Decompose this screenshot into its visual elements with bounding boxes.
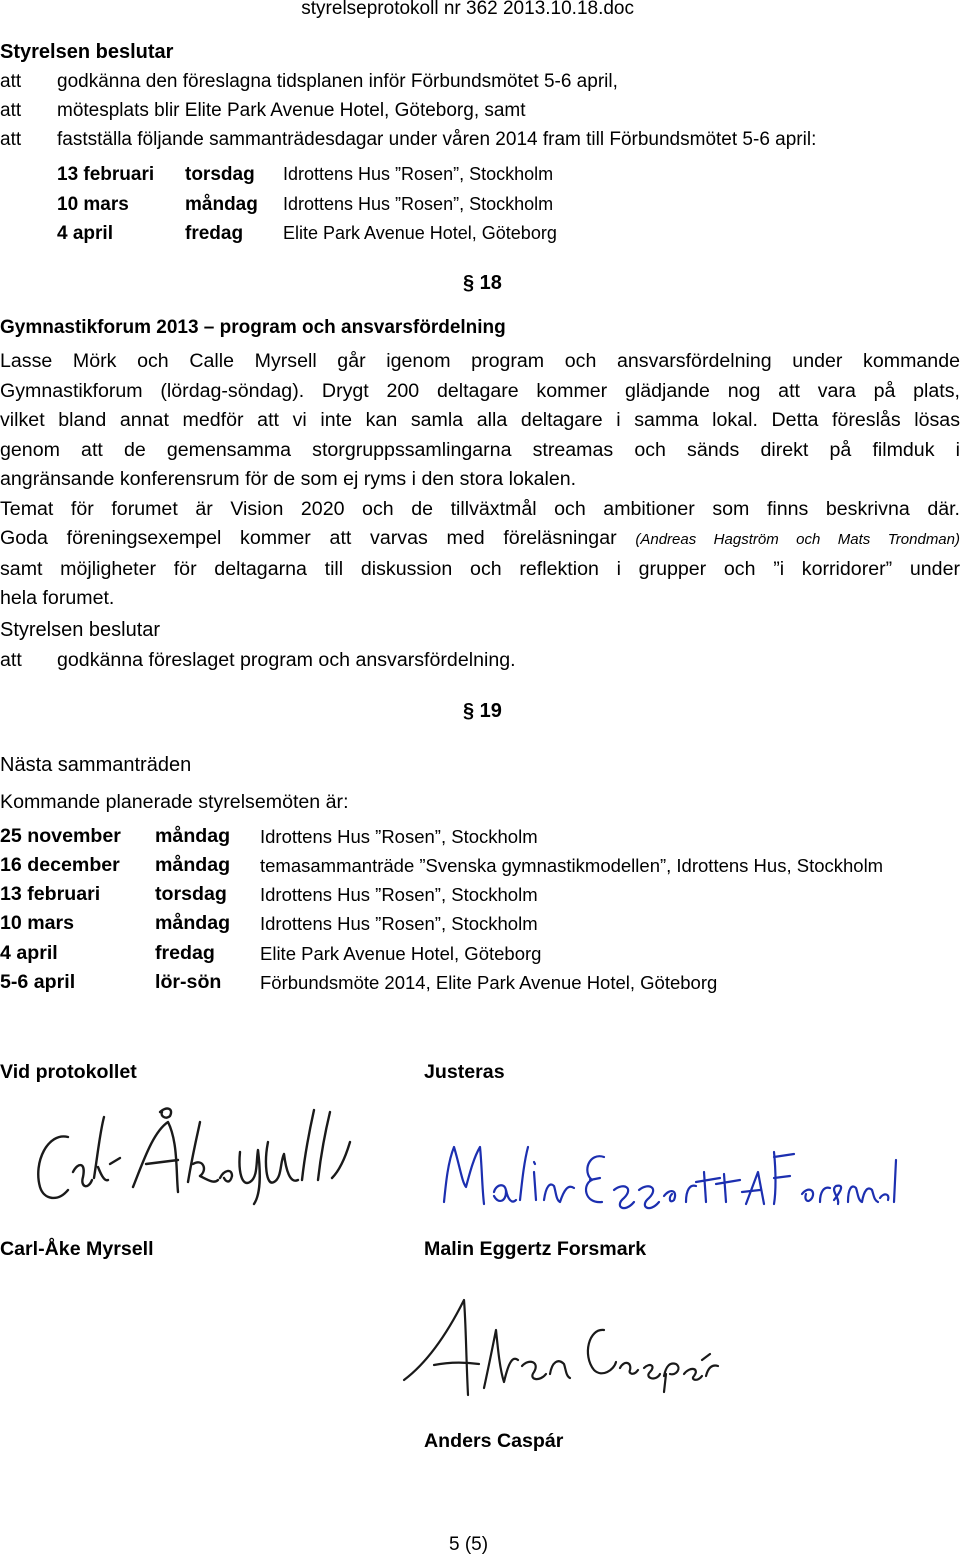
- weekday: torsdag: [155, 883, 227, 905]
- att-label: att: [0, 100, 22, 121]
- body-line: [0, 524, 960, 555]
- place: Förbundsmöte 2014, Elite Park Avenue Hotel, Göteborg: [260, 972, 718, 993]
- place: Idrottens Hus ”Rosen”, Stockholm: [260, 913, 538, 934]
- date: 25 november: [0, 825, 121, 847]
- body-line: angränsande konferensrum för de som ej ryms i den stora lokalen.: [0, 468, 577, 490]
- meeting-row: [0, 939, 960, 968]
- weekday: måndag: [155, 854, 231, 876]
- att-label: att: [0, 129, 22, 150]
- section-number: § 18: [463, 272, 502, 294]
- meeting-row: [0, 851, 960, 880]
- section-body: [0, 347, 960, 614]
- weekday: lör-sön: [155, 971, 222, 993]
- date: 10 mars: [57, 194, 129, 215]
- section-title: Gymnastikforum 2013 – program och ansvarsfördelning: [0, 317, 506, 338]
- meeting-row: [0, 880, 960, 909]
- place: Idrottens Hus ”Rosen”, Stockholm: [283, 194, 554, 214]
- body-line: samt möjligheter för deltagarna till diskussion och reflektion i grupper och ”i korridorer” under: [0, 557, 960, 580]
- decision-item: godkänna den föreslagna tidsplanen inför Förbundsmötet 5-6 april,: [57, 71, 618, 92]
- date: 10 mars: [0, 912, 75, 934]
- weekday: fredag: [155, 942, 215, 964]
- place: temasammanträde ”Svenska gymnastikmodellen”, Idrottens Hus, Stockholm: [260, 855, 884, 876]
- page-number: 5 (5): [449, 1534, 489, 1555]
- body-line: Lasse Mörk och Calle Myrsell går igenom program och ansvarsfördelning under kommande: [0, 350, 960, 372]
- goda-text: Goda föreningsexempel kommer att varvas med föreläsningar: [0, 527, 617, 549]
- signature-heading: Vid protokollet: [0, 1061, 137, 1083]
- decision-item: fastställa följande sammanträdesdagar under våren 2014 fram till Förbundsmötet 5-6 april:: [57, 129, 817, 150]
- signature-anders: [394, 1270, 744, 1420]
- signatory-name: Malin Eggertz Forsmark: [424, 1238, 647, 1260]
- section-intro: Kommande planerade styrelsemöten är:: [0, 791, 349, 813]
- signature-malin: [424, 1112, 904, 1222]
- date-row: [0, 160, 960, 189]
- date: 13 februari: [57, 164, 155, 185]
- weekday: måndag: [155, 825, 231, 847]
- place: Elite Park Avenue Hotel, Göteborg: [283, 223, 557, 243]
- decision-item: godkänna föreslaget program och ansvarsfördelning.: [57, 649, 516, 671]
- date-row: [0, 190, 960, 219]
- decision-item: mötesplats blir Elite Park Avenue Hotel, Göteborg, samt: [57, 100, 526, 121]
- meeting-row: [0, 909, 960, 938]
- document-filename: styrelseprotokoll nr 362 2013.10.18.doc: [301, 0, 634, 19]
- att-label: att: [0, 71, 22, 92]
- body-line: Gymnastikforum (lördag-söndag). Drygt 200 deltagare kommer glädjande nog att vara på plats,: [0, 379, 960, 402]
- signatory-name: Anders Caspár: [424, 1430, 564, 1452]
- section-title: Nästa sammanträden: [0, 754, 192, 776]
- signatory-name: Carl-Åke Myrsell: [0, 1238, 154, 1260]
- date: 16 december: [0, 854, 120, 876]
- speakers-note: (Andreas Hagström och Mats Trondman): [635, 531, 960, 548]
- decision-heading: Styrelsen beslutar: [0, 41, 174, 63]
- place: Idrottens Hus ”Rosen”, Stockholm: [283, 164, 554, 184]
- weekday: måndag: [155, 912, 231, 934]
- att-label: att: [0, 649, 22, 671]
- date: 5-6 april: [0, 971, 76, 993]
- decision-heading: Styrelsen beslutar: [0, 619, 161, 641]
- date: 4 april: [57, 223, 113, 244]
- body-line: Temat för forumet är Vision 2020 och de tillväxtmål och ambitioner som finns beskrivna där.: [0, 497, 960, 520]
- body-line: hela forumet.: [0, 587, 115, 609]
- meeting-row: [0, 822, 960, 851]
- signature-carl-ake: [28, 1092, 358, 1212]
- weekday: måndag: [185, 194, 258, 215]
- place: Idrottens Hus ”Rosen”, Stockholm: [260, 826, 538, 847]
- date: 13 februari: [0, 883, 101, 905]
- place: Idrottens Hus ”Rosen”, Stockholm: [260, 884, 538, 905]
- section-number: § 19: [463, 700, 502, 722]
- place: Elite Park Avenue Hotel, Göteborg: [260, 943, 542, 964]
- date-row: [0, 219, 960, 248]
- body-line: vilket bland annat medför att vi inte kan samla alla deltagare i samma lokal. Detta föreslås lösas: [0, 409, 960, 431]
- weekday: torsdag: [185, 164, 255, 185]
- body-line: genom att de gemensamma storgruppssamlingarna streamas och sänds direkt på filmduk i: [0, 438, 960, 461]
- signature-heading: Justeras: [424, 1061, 505, 1083]
- date: 4 april: [0, 942, 58, 964]
- weekday: fredag: [185, 223, 244, 244]
- meeting-row: [0, 968, 960, 997]
